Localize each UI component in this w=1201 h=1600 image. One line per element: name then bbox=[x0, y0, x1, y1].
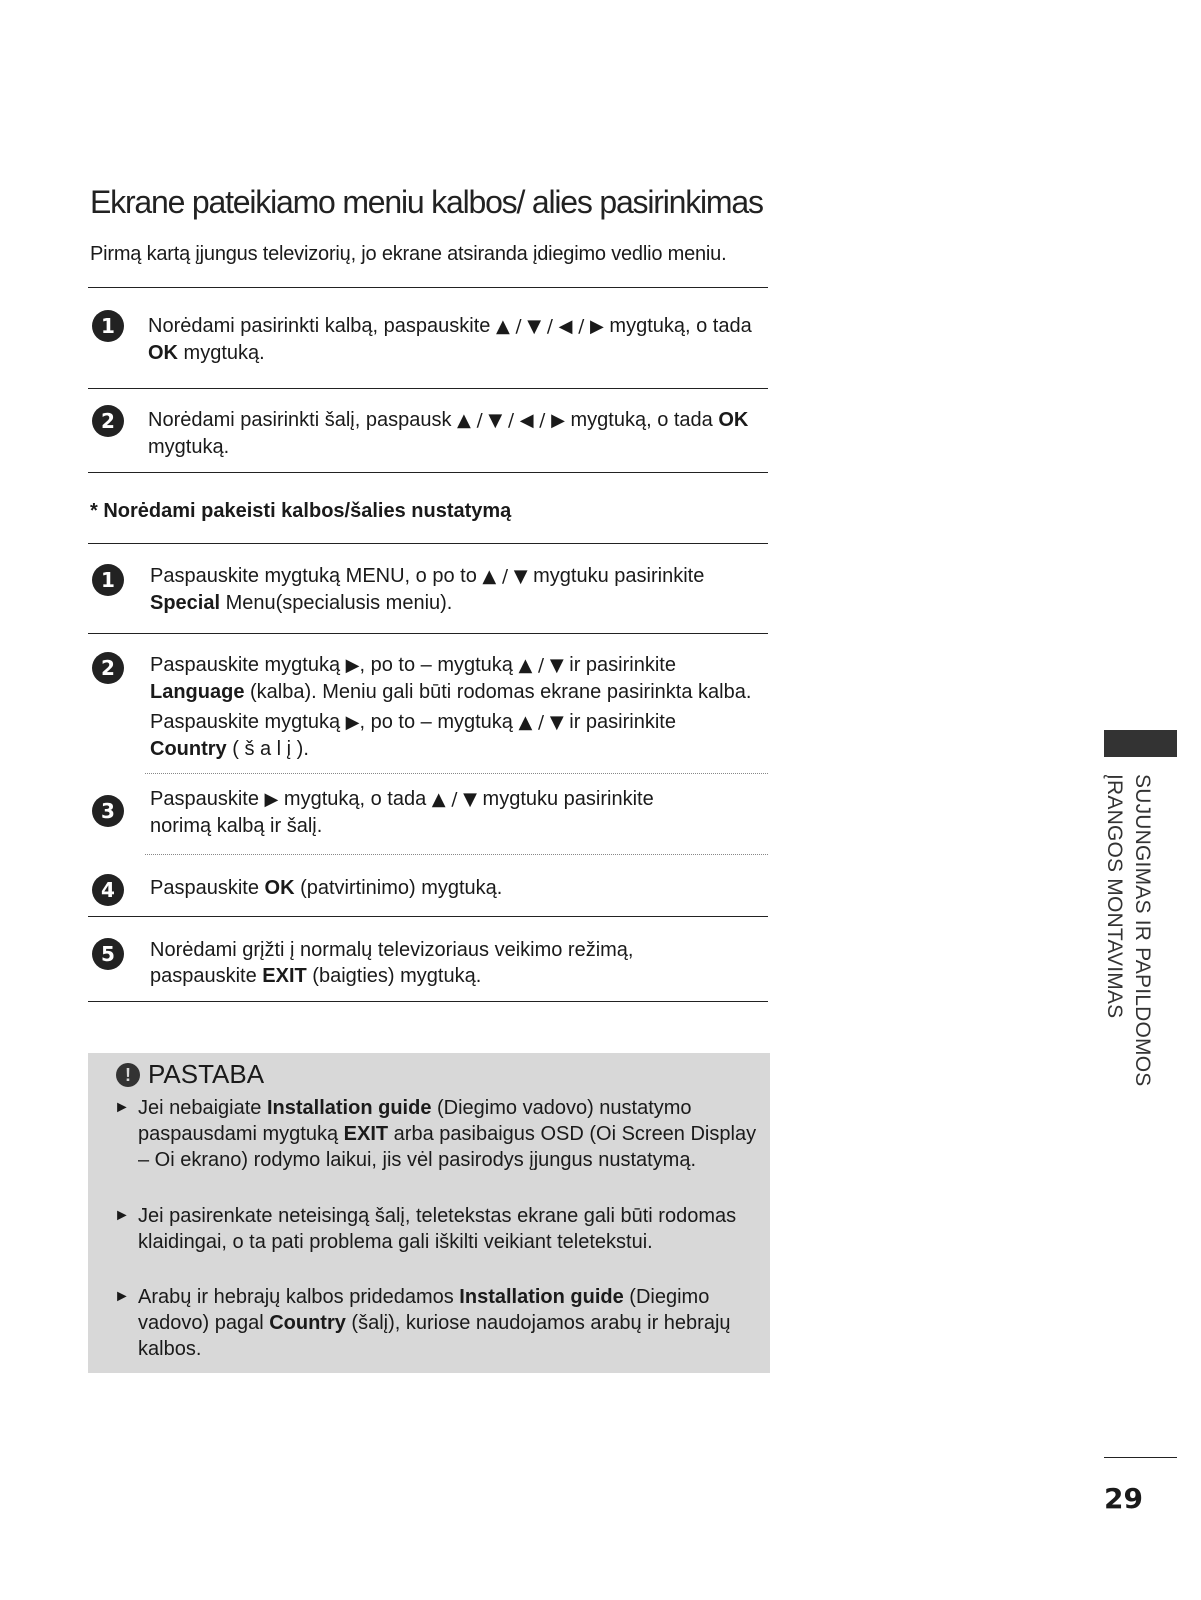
setup-step-1 bbox=[148, 313, 763, 366]
change-step-2 bbox=[150, 652, 762, 762]
step-text: ir pasirinkite bbox=[563, 654, 676, 676]
step-text: Paspauskite mygtuką MENU, o po to bbox=[150, 565, 483, 587]
divider bbox=[88, 287, 768, 288]
step-text: , po to – mygtuką bbox=[359, 711, 519, 733]
step-text: mygtuką. bbox=[148, 436, 230, 458]
intro-text: Pirmą kartą įjungus televizorių, jo ekrane atsiranda įdiegimo vedlio meniu. bbox=[90, 243, 727, 265]
note-text: (Diegimo vadovo) nustatymo paspausdami mygtuką bbox=[138, 1097, 692, 1145]
step-text: Paspauskite mygtuką bbox=[150, 654, 346, 676]
divider bbox=[88, 633, 768, 634]
section-side-label bbox=[1102, 774, 1158, 1104]
step-number: 5 bbox=[92, 938, 124, 970]
arrow-keys-icon: ▲ / ▼ bbox=[518, 712, 564, 733]
note-text: arba pasibaigus OSD (Oi Screen Display – Oi ekrano) rodymo laikui, jis vėl pasirodys įjungus nustatymą. bbox=[138, 1123, 757, 1171]
arrow-keys-icon: ▲ / ▼ / ◀ / ▶ bbox=[495, 316, 604, 337]
step-text: Norėdami grįžti į normalų televizoriaus veikimo režimą, paspauskite bbox=[150, 939, 634, 987]
right-arrow-icon: ▶ bbox=[345, 655, 360, 676]
note-item-1 bbox=[114, 1095, 768, 1173]
step-number: 1 bbox=[92, 310, 124, 342]
note-text: (šalį), kuriose naudojamos arabų ir hebrajų kalbos. bbox=[138, 1312, 731, 1360]
dotted-divider bbox=[145, 773, 768, 774]
step-text: (baigties) mygtuką. bbox=[306, 965, 482, 987]
arrow-keys-icon: ▲ / ▼ bbox=[431, 789, 477, 810]
step-number: 2 bbox=[92, 652, 124, 684]
step-text: mygtuku pasirinkite norimą kalbą ir šalį. bbox=[150, 788, 654, 837]
setup-step-2 bbox=[148, 407, 763, 460]
divider bbox=[88, 543, 768, 544]
note-text: Arabų ir hebrajų kalbos pridedamos bbox=[138, 1286, 460, 1308]
divider bbox=[88, 388, 768, 389]
step-text: mygtuką, o tada bbox=[278, 788, 432, 810]
step-subparagraph bbox=[150, 709, 762, 762]
step-text: , po to – mygtuką bbox=[359, 654, 519, 676]
divider bbox=[88, 472, 768, 473]
divider bbox=[88, 1001, 768, 1002]
note-heading-text: PASTABA bbox=[148, 1059, 265, 1089]
change-step-4 bbox=[150, 875, 762, 901]
note-heading bbox=[116, 1059, 264, 1090]
page-number-rule bbox=[1104, 1457, 1177, 1458]
page-number: 29 bbox=[1104, 1482, 1143, 1515]
change-step-1 bbox=[150, 563, 762, 616]
step-text: ir pasirinkite bbox=[563, 711, 676, 733]
side-label-line-1: SUJUNGIMAS IR PAPILDOMOS bbox=[1131, 774, 1154, 1087]
note-text: Jei nebaigiate bbox=[138, 1097, 267, 1119]
right-arrow-icon: ▶ bbox=[345, 712, 360, 733]
step-text: Paspauskite bbox=[150, 877, 265, 899]
note-text: (Diegimo vadovo) pagal bbox=[138, 1286, 710, 1334]
arrow-keys-icon: ▲ / ▼ bbox=[518, 655, 564, 676]
step-text: (kalba). Meniu gali būti rodomas ekrane pasirinkta kalba. bbox=[244, 681, 752, 703]
ok-key-label: OK bbox=[148, 342, 178, 364]
step-number: 1 bbox=[92, 564, 124, 596]
ok-key-label: OK bbox=[264, 877, 295, 899]
dotted-divider bbox=[145, 854, 768, 855]
step-text: Norėdami pasirinkti kalbą, paspauskite bbox=[148, 315, 496, 337]
language-label: Language bbox=[150, 681, 245, 703]
note-box bbox=[88, 1053, 770, 1373]
installation-guide-label: Installation guide bbox=[266, 1097, 432, 1119]
step-number: 2 bbox=[92, 405, 124, 437]
ok-key-label: OK bbox=[718, 409, 749, 431]
step-text: mygtuku pasirinkite bbox=[527, 565, 705, 587]
step-number: 3 bbox=[92, 795, 124, 827]
step-text: ( š a l į ). bbox=[226, 738, 309, 760]
special-label: Special bbox=[150, 592, 221, 614]
installation-guide-label: Installation guide bbox=[459, 1286, 624, 1308]
note-text: Jei pasirenkate neteisingą šalį, teletekstas ekrane gali būti rodomas klaidingai, o ta pati problema gali iškilti veikiant teletekstui. bbox=[138, 1205, 737, 1253]
divider bbox=[88, 916, 768, 917]
section-tab-marker bbox=[1104, 730, 1177, 757]
note-item-2 bbox=[114, 1203, 768, 1255]
arrow-keys-icon: ▲ / ▼ / ◀ / ▶ bbox=[457, 410, 565, 431]
warning-icon: ! bbox=[116, 1063, 140, 1087]
step-text: mygtuką, o tada bbox=[564, 409, 719, 431]
change-heading: * Norėdami pakeisti kalbos/šalies nustatymą bbox=[90, 500, 512, 522]
step-number: 4 bbox=[92, 874, 124, 906]
page-title: Ekrane pateikiamo meniu kalbos/ alies pasirinkimas bbox=[90, 184, 763, 220]
side-label-line-2: ĮRANGOS MONTAVIMAS bbox=[1103, 774, 1126, 1019]
note-item-3 bbox=[114, 1284, 768, 1362]
change-step-5 bbox=[150, 937, 690, 989]
step-text: Norėdami pasirinkti šalį, paspausk bbox=[148, 409, 458, 431]
step-text: Menu(specialusis meniu). bbox=[220, 592, 453, 614]
right-arrow-icon: ▶ bbox=[264, 789, 279, 810]
change-step-3 bbox=[150, 786, 710, 839]
step-text: Paspauskite mygtuką bbox=[150, 711, 346, 733]
exit-key-label: EXIT bbox=[343, 1123, 389, 1145]
bullet-arrow-icon: ► bbox=[114, 1099, 130, 1116]
bullet-arrow-icon: ► bbox=[114, 1207, 130, 1224]
bullet-arrow-icon: ► bbox=[114, 1288, 130, 1305]
arrow-keys-icon: ▲ / ▼ bbox=[482, 566, 528, 587]
step-text: mygtuką, o tada bbox=[603, 315, 752, 337]
country-label: Country bbox=[150, 738, 227, 760]
step-text: (patvirtinimo) mygtuką. bbox=[294, 877, 503, 899]
step-text: Paspauskite bbox=[150, 788, 265, 810]
country-label: Country bbox=[269, 1312, 346, 1334]
exit-key-label: EXIT bbox=[262, 965, 307, 987]
step-text: mygtuką. bbox=[178, 342, 265, 364]
